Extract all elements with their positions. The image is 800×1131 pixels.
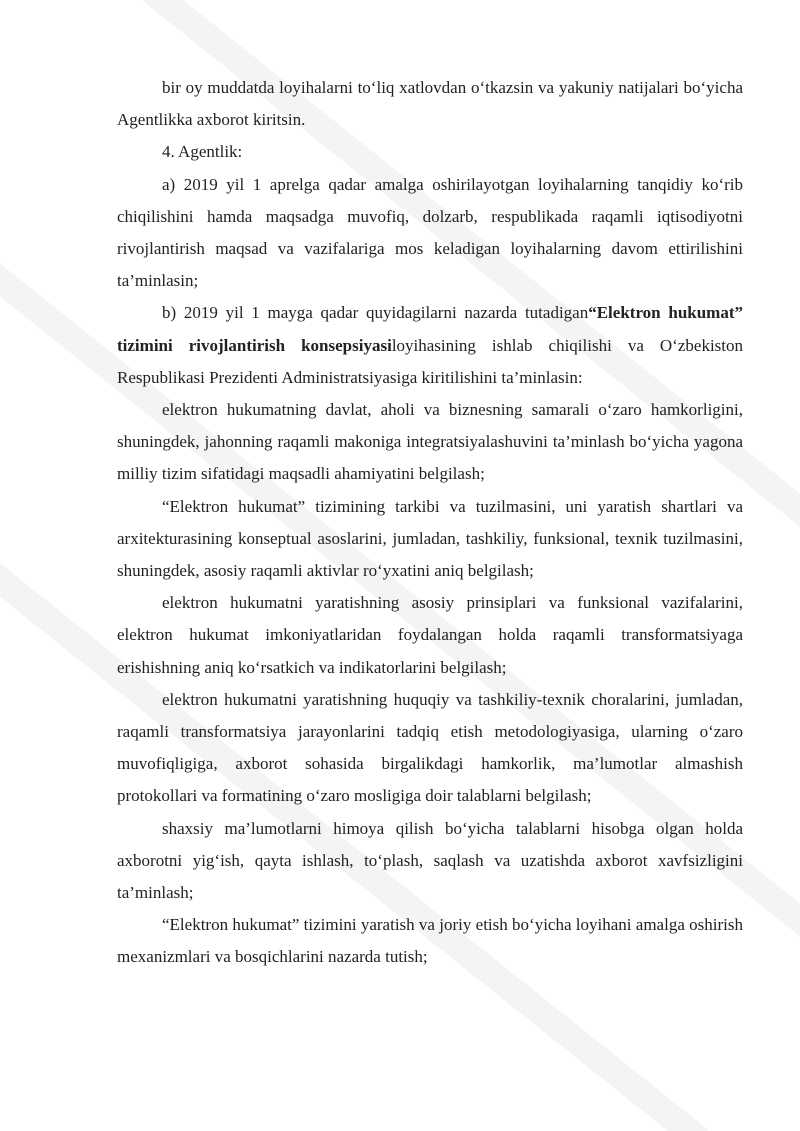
paragraph-subitem-5: shaxsiy ma’lumotlarni himoya qilish bo‘yicha talablarni hisobga olgan holda axborotni yig‘ish, qayta ishlash, to‘plash, saqlash va uzatishda axborot xavfsizligini ta’minlash; [117,818,743,903]
item-b-text-after: loyihasining ishlab chiqilishi va O‘zbekiston Respublikasi Prezidenti Administratsiyasiga kiritilishini ta’minlasin: [117,335,744,387]
paragraph-subitem-1: elektron hukumatning davlat, aholi va biznesning samarali o‘zaro hamkorligini, shuningdek, jahonning raqamli makoniga integratsiyalashuvini ta’minlash bo‘yicha yagona milliy tizim sifatidagi maqsadli ahamiyatini belgilash; [117,400,743,484]
paragraph-subitem-4: elektron hukumatni yaratishning huquqiy va tashkiliy-texnik choralarini, jumladan, raqamli transformatsiya jarayonlarini tadqiq etish metodologiyasiga, ularning o‘zaro muvofiqligiga, axborot sohasida birgalikdagi hamkorlik, ma’lumotlar almashish protokollari va formatining o‘zaro mosligiga doir talablarni belgilash; [117,689,743,806]
item-b-text-before: b) 2019 yil 1 mayga qadar quyidagilarni nazarda tutadigan [162,303,589,323]
item-b-bold-title: “Elektron hukumat” tizimini rivojlantirish konsepsiyasi [117,303,743,355]
document-body [117,72,743,974]
paragraph-subitem-2: “Elektron hukumat” tizimining tarkibi va tuzilmasini, uni yaratish shartlari va arxitekturasining konseptual asoslarini, jumladan, tashkiliy, funksional, texnik tuzilmasini, shuningdek, asosiy raqamli aktivlar ro‘yxatini aniq belgilash; [117,496,743,581]
paragraph-continuation: bir oy muddatda loyihalarni to‘liq xatlovdan o‘tkazsin va yakuniy natijalari bo‘yicha Agentlikka axborot kiritsin. [117,78,743,130]
paragraph-section-4: 4. Agentlik: [162,142,243,162]
paragraph-subitem-6: “Elektron hukumat” tizimini yaratish va joriy etish bo‘yicha loyihani amalga oshirish mexanizmlari va bosqichlarini nazarda tutish; [117,915,743,967]
paragraph-subitem-3: elektron hukumatni yaratishning asosiy prinsiplari va funksional vazifalarini, elektron hukumat imkoniyatlaridan foydalangan holda raqamli transformatsiyaga erishishning aniq ko‘rsatkich va indikatorlarini belgilash; [117,593,743,677]
paragraph-item-b [117,297,743,394]
paragraph-item-a: a) 2019 yil 1 aprelga qadar amalga oshirilayotgan loyihalarning tanqidiy ko‘rib chiqilishini hamda maqsadga muvofiq, dolzarb, respublikada raqamli iqtisodiyotni rivojlantirish maqsad va vazifalariga mos keladigan loyihalarning davom ettirilishini ta’minlasin; [117,174,743,291]
